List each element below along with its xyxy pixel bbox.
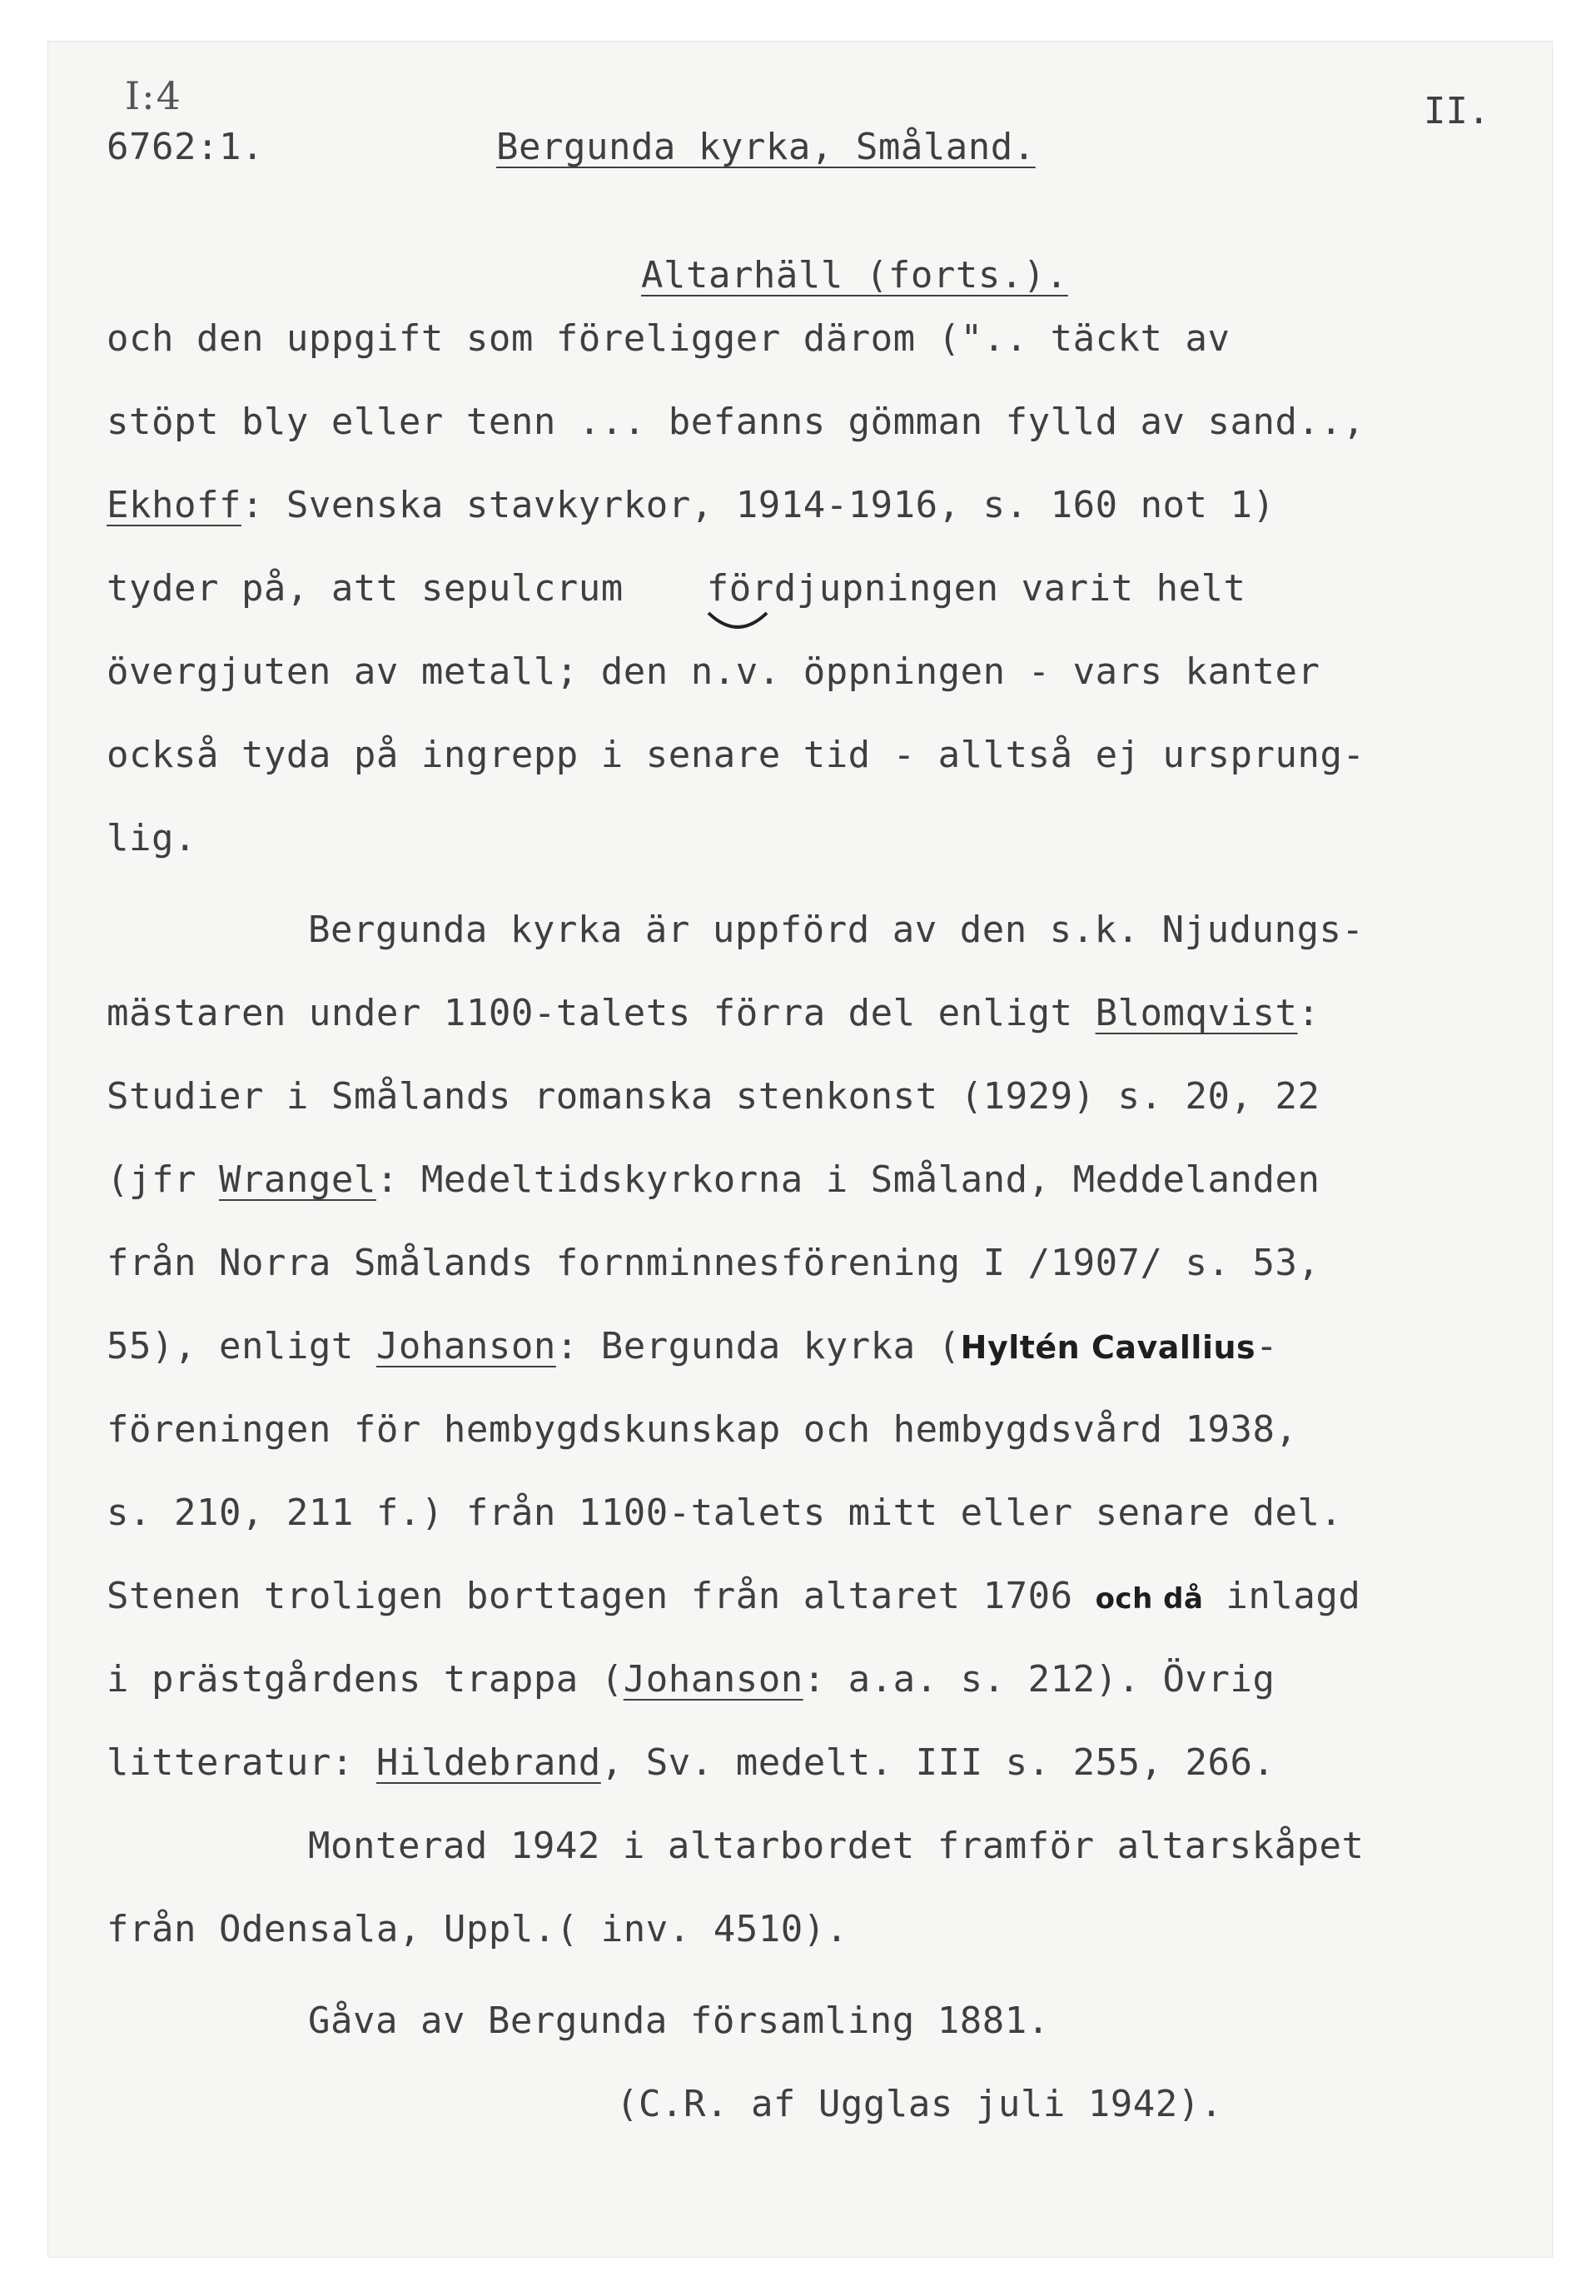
text-line: s. 210, 211 f.) från 1100-talets mitt eller senare del.: [107, 1492, 1343, 1534]
reference-author: Hildebrand: [375, 1741, 601, 1784]
handwritten-join-mark: [704, 606, 771, 640]
page-number: II.: [1424, 90, 1490, 132]
text-line: från Odensala, Uppl.( inv. 4510).: [107, 1908, 848, 1950]
text-part: tyder på, att sepulcrum: [107, 567, 624, 610]
text-line: Monterad 1942 i altarbordet framför altarskåpet: [308, 1825, 1365, 1867]
text-line: [107, 991, 1320, 1036]
reference-author: Blomqvist: [1095, 992, 1298, 1034]
text-line: [107, 483, 1275, 528]
text-part: mästaren under 1100-talets förra del enligt: [107, 992, 1096, 1034]
reference-author: Ekhoff: [107, 484, 241, 526]
text-line: också tyda på ingrepp i senare tid - alltså ej ursprung-: [107, 734, 1365, 776]
text-part: : a.a. s. 212). Övrig: [803, 1658, 1275, 1701]
reference-text: : Svenska stavkyrkor, 1914-1916, s. 160 not 1): [241, 484, 1275, 526]
reference-author: Johanson: [375, 1325, 556, 1367]
text-part: : Medeltidskyrkorna i Småland, Meddelanden: [375, 1158, 1320, 1201]
text-part: 55), enligt: [107, 1325, 376, 1367]
text-line: och den uppgift som föreligger därom (".. täckt av: [107, 317, 1231, 360]
reference-author: Wrangel: [218, 1158, 376, 1201]
text-part: inlagd: [1203, 1575, 1361, 1617]
text-part: (jfr: [107, 1158, 219, 1201]
text-part: Stenen troligen borttagen från altaret 1706: [107, 1575, 1096, 1617]
text-line: [107, 566, 1246, 611]
reference-author: Johanson: [623, 1658, 803, 1701]
document-title: Bergunda kyrka, Småland.: [496, 126, 1036, 168]
document-subtitle: [596, 208, 1068, 298]
text-line: [107, 1574, 1360, 1621]
text-line: stöpt bly eller tenn ... befanns gömman fylld av sand..,: [107, 401, 1365, 443]
text-line: [107, 1324, 1278, 1370]
handwritten-insertion: och då: [1095, 1582, 1204, 1616]
text-line: Bergunda kyrka är uppförd av den s.k. Njudungs-: [308, 909, 1365, 951]
text-part: fördjupningen varit helt: [706, 567, 1246, 610]
text-line: [107, 1741, 1275, 1786]
text-line: Gåva av Bergunda församling 1881.: [308, 2000, 1050, 2042]
text-part: litteratur:: [107, 1741, 376, 1784]
text-line: [107, 1158, 1320, 1203]
handwritten-reference: I:4: [125, 73, 182, 118]
author-signature: (C.R. af Ugglas juli 1942).: [616, 2083, 1223, 2125]
text-part: -: [1255, 1325, 1279, 1367]
text-line: övergjuten av metall; den n.v. öppningen - vars kanter: [107, 650, 1320, 693]
text-part: , Sv. medelt. III s. 255, 266.: [600, 1741, 1275, 1784]
inventory-number: 6762:1.: [107, 126, 264, 168]
text-line: Studier i Smålands romanska stenkonst (1929) s. 20, 22: [107, 1075, 1320, 1118]
subtitle-text: Altarhäll (forts.).: [640, 254, 1068, 296]
text-part: : Bergunda kyrka (: [555, 1325, 961, 1367]
text-line: lig.: [107, 817, 196, 859]
text-line: [107, 1657, 1275, 1702]
text-line: från Norra Smålands fornminnesförening I /1907/ s. 53,: [107, 1242, 1320, 1284]
text-line: föreningen för hembygdskunskap och hembygdsvård 1938,: [107, 1408, 1298, 1451]
handwritten-insertion: Hyltén Cavallius: [960, 1329, 1256, 1366]
text-part: i prästgårdens trappa (: [107, 1658, 624, 1701]
text-part: :: [1297, 992, 1320, 1034]
